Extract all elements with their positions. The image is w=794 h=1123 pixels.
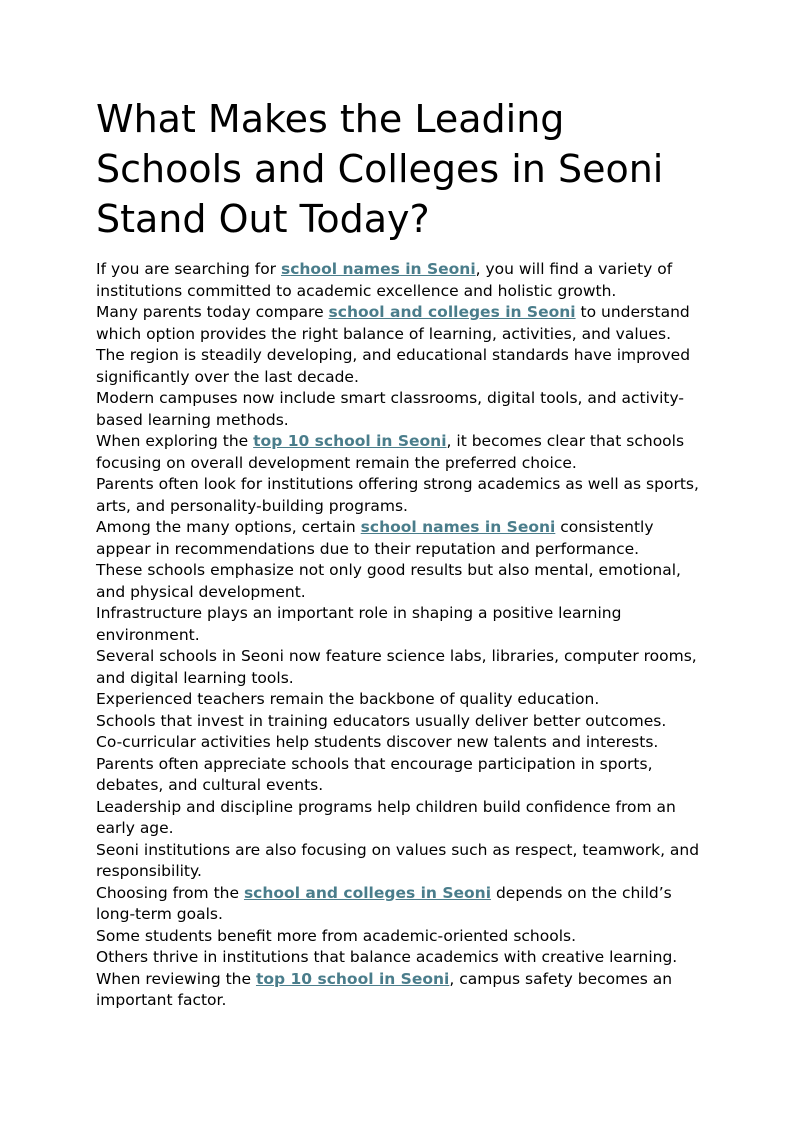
- paragraph-6: [96, 474, 706, 517]
- paragraph-text: , it becomes clear that schools focusing on overall development remain the preferred choice.: [96, 432, 685, 472]
- paragraph-text: Co-curricular activities help students discover new talents and interests.: [96, 733, 659, 751]
- page-title: What Makes the Leading Schools and Colleges in Seoni Stand Out Today?: [96, 97, 664, 241]
- link-school-names-in-seoni[interactable]: school names in Seoni: [280, 260, 476, 278]
- paragraph-text: Several schools in Seoni now feature science labs, libraries, computer rooms, and digital learning tools.: [96, 647, 697, 687]
- paragraph-text: Modern campuses now include smart classrooms, digital tools, and activity-based learning methods.: [96, 389, 684, 429]
- paragraph-20: [96, 969, 706, 1012]
- paragraph-10: [96, 646, 706, 689]
- paragraph-text: Some students benefit more from academic-oriented schools.: [96, 926, 577, 945]
- link-top-10-school-in-seoni[interactable]: top 10 school in Seoni: [253, 432, 447, 450]
- paragraph-19: [96, 947, 706, 969]
- paragraph-text: Parents often look for institutions offering strong academics as well as sports, arts, and personality-building programs.: [96, 475, 699, 515]
- paragraph-3: [96, 345, 706, 388]
- paragraph-1: [96, 259, 706, 302]
- paragraph-text: The region is steadily developing, and educational standards have improved significantly over the last decade.: [96, 346, 691, 386]
- paragraph-text: When reviewing the: [96, 969, 256, 988]
- paragraph-8: [96, 560, 706, 603]
- paragraph-17: [96, 883, 706, 926]
- paragraph-text: When exploring the: [96, 432, 254, 450]
- paragraph-text: Seoni institutions are also focusing on values such as respect, teamwork, and responsibility.: [96, 840, 700, 880]
- paragraph-9: [96, 603, 706, 646]
- paragraph-text: Choosing from the: [96, 883, 244, 902]
- paragraph-text: If you are searching for: [96, 260, 281, 278]
- paragraph-4: [96, 388, 706, 431]
- paragraph-text: , campus safety becomes an important factor.: [96, 969, 673, 1009]
- paragraph-text: These schools emphasize not only good results but also mental, emotional, and physical development.: [96, 561, 681, 601]
- document-page: [96, 94, 706, 1012]
- paragraph-14: [96, 754, 706, 797]
- article-body: [96, 259, 706, 1012]
- paragraph-11: [96, 689, 706, 711]
- paragraph-5: [96, 431, 706, 474]
- link-school-names-in-seoni[interactable]: school names in Seoni: [360, 518, 556, 536]
- paragraph-13: [96, 732, 706, 754]
- paragraph-text: Among the many options, certain: [96, 518, 361, 536]
- paragraph-text: Schools that invest in training educators usually deliver better outcomes.: [96, 711, 667, 730]
- paragraph-text: Parents often appreciate schools that encourage participation in sports, debates, and cultural events.: [96, 754, 653, 794]
- paragraph-text: Experienced teachers remain the backbone of quality education.: [96, 690, 600, 708]
- paragraph-16: [96, 840, 706, 883]
- paragraph-7: [96, 517, 706, 560]
- link-school-and-colleges-in-seoni[interactable]: school and colleges in Seoni: [328, 303, 576, 321]
- paragraph-text: Others thrive in institutions that balance academics with creative learning.: [96, 948, 678, 966]
- paragraph-text: Infrastructure plays an important role in shaping a positive learning environment.: [96, 604, 622, 644]
- link-top-10-school-in-seoni[interactable]: top 10 school in Seoni: [255, 969, 450, 988]
- link-school-and-colleges-in-seoni[interactable]: school and colleges in Seoni: [243, 883, 492, 902]
- paragraph-text: to understand which option provides the right balance of learning, activities, and values.: [96, 303, 690, 343]
- paragraph-15: [96, 797, 706, 840]
- paragraph-text: Many parents today compare: [96, 303, 329, 321]
- paragraph-text: , you will find a variety of institutions committed to academic excellence and holistic growth.: [96, 260, 673, 300]
- paragraph-12: [96, 711, 706, 733]
- paragraph-text: consistently appear in recommendations due to their reputation and performance.: [96, 518, 654, 558]
- paragraph-text: Leadership and discipline programs help children build confidence from an early age.: [96, 797, 676, 837]
- paragraph-text: depends on the child’s long-term goals.: [96, 883, 672, 923]
- paragraph-18: [96, 926, 706, 948]
- paragraph-2: [96, 302, 706, 345]
